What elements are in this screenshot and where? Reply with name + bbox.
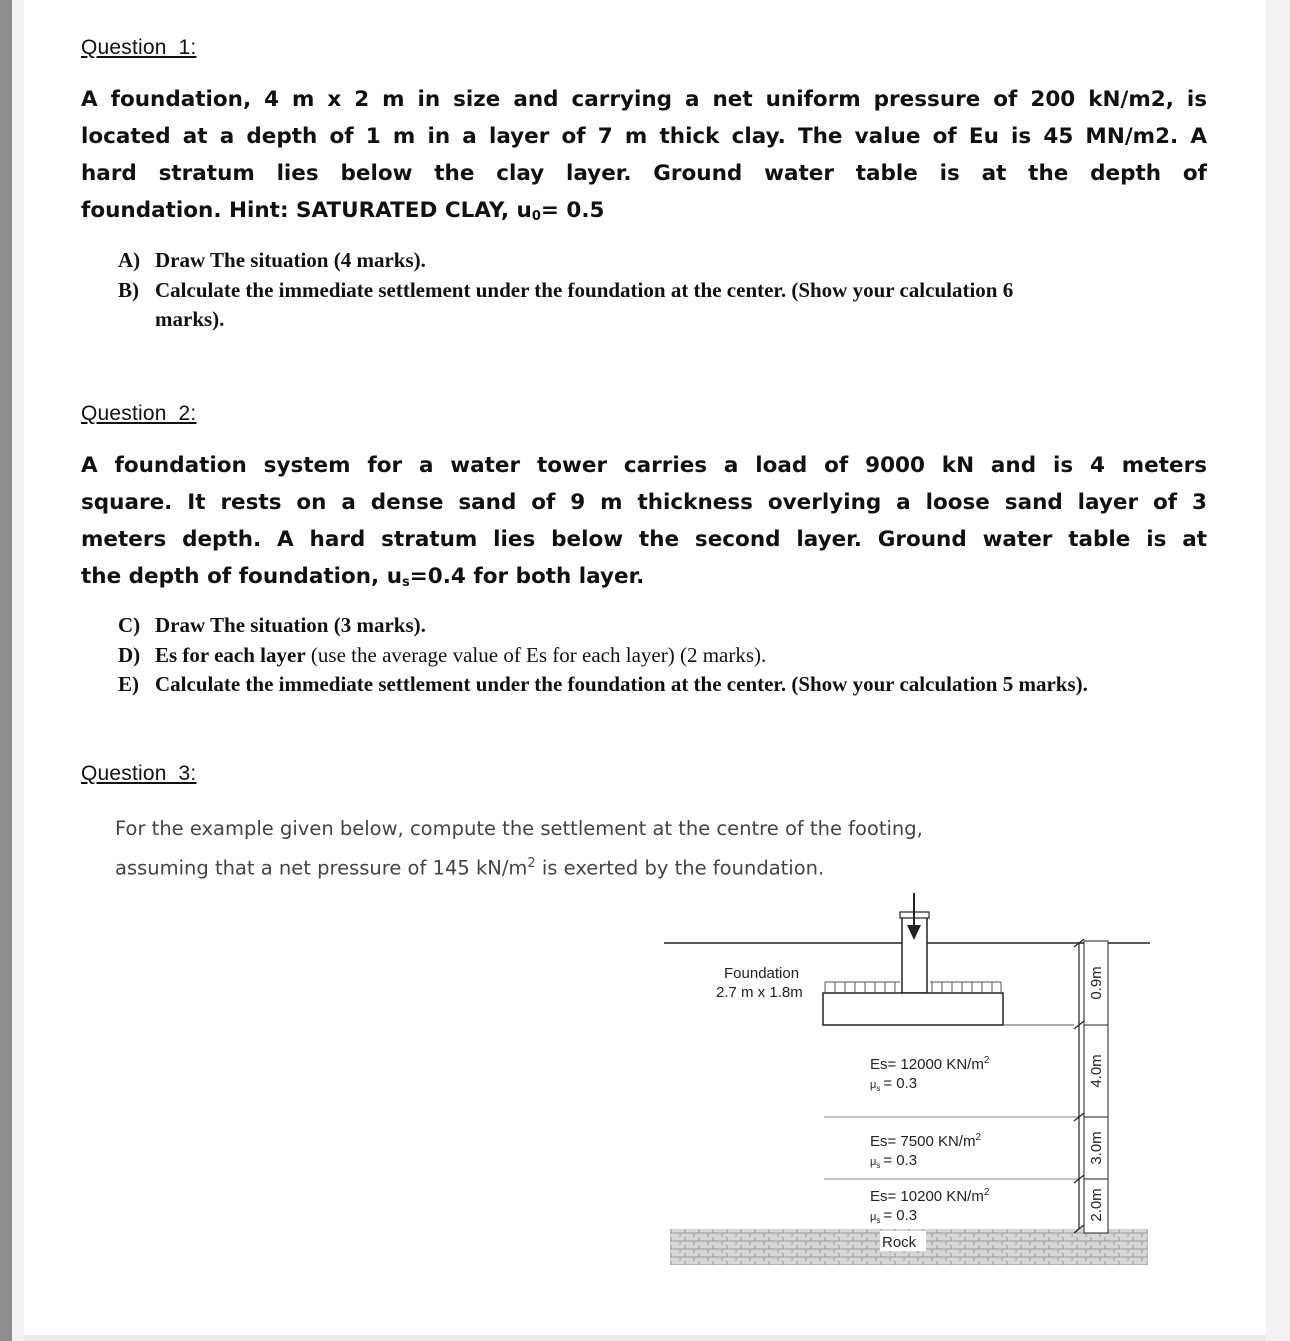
item-text: Draw The situation (4 marks). [155, 248, 426, 272]
dim-label-0-9m: 0.9m [1088, 966, 1105, 1000]
paragraph-text: =0.4 for both layer. [409, 564, 645, 589]
subscript: 0 [531, 209, 541, 224]
dim-label-3-0m: 3.0m [1088, 1131, 1105, 1165]
paragraph-line [81, 558, 1207, 601]
paragraph-line [81, 192, 1207, 235]
paragraph-text: assuming that a net pressure of 145 kN/m [115, 856, 528, 880]
question-1-title: Question_1: [81, 36, 197, 59]
item-label-spacer [118, 305, 155, 335]
item-text: Calculate the immediate settlement under the foundation at the center. (Show your calculation 5 marks). [155, 672, 1088, 696]
foundation-slab [823, 993, 1003, 1025]
foundation-label: Foundation [724, 965, 800, 982]
item-label: E) [118, 672, 139, 696]
question-2-paragraph [81, 447, 1207, 601]
layer-3-es: Es= 10200 $KN/m^2$ [870, 1187, 990, 1205]
paragraph-line: meters depth. A hard stratum lies below the second layer. Ground water table is at [81, 527, 1207, 552]
paragraph-text: the depth of foundation, u [81, 564, 403, 589]
item-text: Calculate the immediate settlement under the foundation at the center. (Show your calculation 6 [155, 277, 1014, 302]
list-item [118, 305, 1013, 335]
layer-1-es: Es= 12000 $KN/m^2$ [870, 1055, 990, 1073]
paragraph-line: hard stratum lies below the clay layer. Ground water table is at the depth of [81, 161, 1207, 186]
layer-2-mu: $\mu_s = 0.3$ [870, 1152, 918, 1170]
window-gutter [12, 0, 24, 1341]
list-item [118, 246, 1013, 276]
window-gutter-right [1265, 0, 1290, 1341]
layer-2-es: Es= 7500 $KN/m^2$ [870, 1132, 982, 1150]
paragraph-line: A foundation, 4 m x 2 m in size and carrying a net uniform pressure of 200 kN/m2, is [81, 87, 1207, 112]
paragraph-line: located at a depth of 1 m in a layer of 7 m thick clay. The value of Eu is 45 MN/m2. A [81, 124, 1207, 149]
rock-label: Rock [882, 1234, 917, 1251]
item-text: Draw The situation (3 marks). [155, 613, 426, 637]
item-text: Es for each layer [155, 642, 306, 667]
layer-3-mu: $\mu_s = 0.3$ [870, 1207, 918, 1225]
list-item [118, 641, 1088, 671]
dim-label-2-0m: 2.0m [1088, 1188, 1105, 1222]
dim-label-4-0m: 4.0m [1088, 1054, 1105, 1088]
paragraph-line: square. It rests on a dense sand of 9 m thickness overlying a loose sand layer of 3 [81, 490, 1207, 515]
item-label: C) [118, 613, 141, 637]
question-1-paragraph [81, 81, 1207, 235]
list-item [118, 276, 1013, 306]
item-text: marks). [155, 307, 225, 331]
superscript: 2 [527, 856, 536, 871]
paragraph-text: foundation. Hint: SATURATED CLAY, u [81, 198, 532, 223]
foundation-size-label: 2.7 m x 1.8m [716, 984, 803, 1001]
item-label: A) [118, 248, 141, 272]
item-text-normal: (use the average value of Es for each layer) (2 marks). [305, 642, 767, 667]
question-3-paragraph [115, 811, 923, 886]
question-1-items [118, 246, 1013, 335]
page-bottom-edge [24, 1335, 1266, 1341]
question-2-items [118, 611, 1088, 700]
paragraph-text: = 0.5 [540, 198, 605, 223]
question-3-title: Question_3: [81, 762, 197, 785]
list-item [118, 611, 1088, 641]
paragraph-line [115, 846, 923, 886]
item-label: D) [118, 642, 141, 667]
soil-profile-figure [664, 885, 1150, 1275]
soil-profile-diagram [664, 885, 1150, 1275]
document-page [24, 0, 1266, 1335]
window-frame-left [0, 0, 12, 1341]
question-2-title: Question_2: [81, 402, 197, 425]
subscript: s [402, 575, 410, 590]
paragraph-line: For the example given below, compute the settlement at the centre of the footing, [115, 817, 923, 840]
layer-1-mu: $\mu_s = 0.3$ [870, 1075, 918, 1093]
paragraph-line: A foundation system for a water tower carries a load of 9000 kN and is 4 meters [81, 453, 1207, 478]
item-label: B) [118, 277, 139, 302]
paragraph-text: is exerted by the foundation. [535, 856, 825, 880]
list-item [118, 670, 1088, 700]
